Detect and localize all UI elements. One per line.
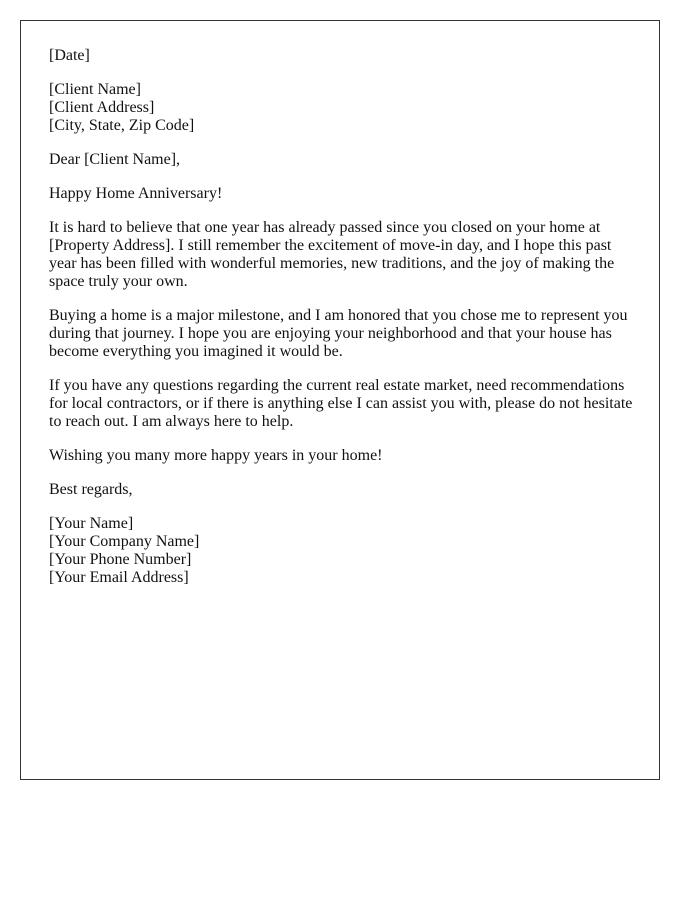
signature-company: [Your Company Name] (49, 533, 200, 550)
recipient-address-block (49, 81, 631, 135)
paragraph-line: It is hard to believe that one year has already passed since you closed on your home at (49, 219, 601, 236)
paragraph-line: Buying a home is a major milestone, and I am honored that you chose me to represent you (49, 307, 628, 324)
recipient-city-state-zip: [City, State, Zip Code] (49, 117, 195, 134)
signature-name: [Your Name] (49, 515, 134, 532)
salutation-block (49, 151, 631, 169)
recipient-address: [Client Address] (49, 99, 155, 116)
signature-email: [Your Email Address] (49, 569, 189, 586)
body-paragraph-1 (49, 219, 631, 291)
body-paragraph-3 (49, 377, 631, 431)
paragraph-line: space truly your own. (49, 273, 188, 290)
date-placeholder: [Date] (49, 47, 90, 64)
paragraph-line: to reach out. I am always here to help. (49, 413, 294, 430)
signature-phone: [Your Phone Number] (49, 551, 192, 568)
salutation: Dear [Client Name], (49, 151, 181, 168)
paragraph-line: year has been filled with wonderful memories, new traditions, and the joy of making the (49, 255, 615, 272)
closing-wish: Wishing you many more happy years in your home! (49, 447, 383, 464)
body-paragraph-2 (49, 307, 631, 361)
closing-block (49, 481, 631, 499)
closing: Best regards, (49, 481, 133, 498)
letter-page (20, 20, 660, 780)
date-block (49, 47, 631, 65)
paragraph-line: become everything you imagined it would be. (49, 343, 343, 360)
greeting-block (49, 185, 631, 203)
paragraph-line: [Property Address]. I still remember the excitement of move-in day, and I hope this past (49, 237, 612, 254)
closing-wish-block (49, 447, 631, 465)
recipient-name: [Client Name] (49, 81, 141, 98)
paragraph-line: for local contractors, or if there is anything else I can assist you with, please do not hesitate (49, 395, 633, 412)
paragraph-line: during that journey. I hope you are enjoying your neighborhood and that your house has (49, 325, 612, 342)
paragraph-line: If you have any questions regarding the current real estate market, need recommendations (49, 377, 625, 394)
greeting: Happy Home Anniversary! (49, 185, 223, 202)
signature-block (49, 515, 631, 587)
